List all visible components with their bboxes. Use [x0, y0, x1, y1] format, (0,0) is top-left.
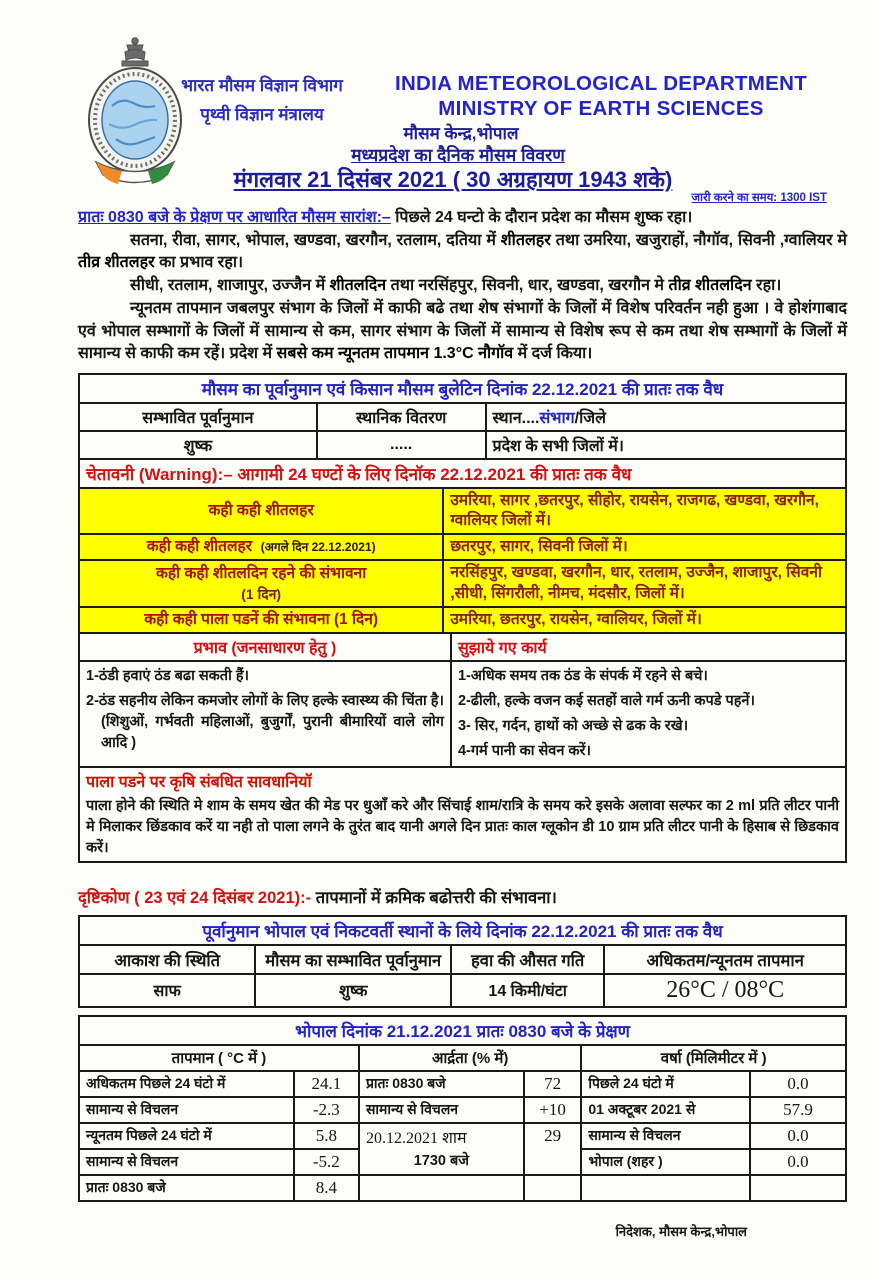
division-term: संभाग [539, 410, 575, 428]
warning-title: चेतावनी (Warning):– आगामी 24 घण्टों के लिए दिनॉक 22.12.2021 की प्रातः तक वैध [79, 459, 846, 488]
bulletin-title: मध्यप्रदेश का दैनिक मौसम विवरण [351, 145, 565, 165]
city-forecast-title: पूर्वानुमान भोपाल एवं निकटवर्ती स्थानों के लिये दिनांक 22.12.2021 की प्रातः तक वैध [79, 916, 846, 945]
temp-label: अधिकतम पिछले 24 घंटो में [79, 1071, 294, 1097]
masthead [0, 0, 873, 203]
text-run: न्यूनतम तापमान जबलपुर संभाग के जिलों में काफी बढे तथा शेष संभागों के जिलों में विशेष परिवर्तन नही हुआ । वे होशंगाबाद एवं भोपाल सम्भागों के जिलों में सामान्य से कम, सागर संभाग के जिलों में सामान्य से विशेष रूप से कम तथा शेष सम्भागों के जिलों में सामान्य से काफी कम रहें। प्रदेश में [78, 299, 847, 363]
forecast-table-title: मौसम का पूर्वानुमान एवं किसान मौसम बुलेटिन दिनांक 22.12.2021 की प्रातः तक वैध [79, 374, 846, 403]
rain-label-empty [581, 1175, 750, 1201]
severe-coldwave-term: तीव्र शीतलहर [78, 254, 155, 272]
impact-body-row [79, 661, 846, 767]
forecast-table [78, 373, 847, 460]
humidity-label: प्रातः 0830 बजे [359, 1071, 524, 1097]
warning-note: (1 दिन) [241, 585, 282, 602]
summary-paragraph-1 [78, 207, 847, 230]
forecast-col2-header: स्थानिक वितरण [317, 403, 486, 431]
temp-value: -5.2 [294, 1149, 359, 1175]
humidity-value-empty [524, 1175, 582, 1201]
warning-row [79, 560, 846, 606]
forecast-value-2: ..... [317, 431, 486, 459]
warning-type [79, 534, 443, 560]
action-item: 3- सिर, गर्दन, हाथों को अच्छे से ढक के रखे। [457, 717, 689, 734]
text-run: स्थान.... [492, 410, 540, 428]
centre-name: मौसम केन्द्र,भोपाल [403, 124, 519, 143]
impact-header: प्रभाव (जनसाधारण हेतु ) [79, 633, 451, 661]
warning-title-row [79, 459, 846, 488]
frost-precautions-text: पाला होने की स्थिति मे शाम के समय खेत की मेड पर धुऑं करे और सिंचाई शाम/रात्रि के समय करे इसके अलावा सल्फर का 2 ml प्रति लीटर पानी मे मिलाकर छिंडकाव करें या नही तो पाला लगने के तुरंत बाद यानी अगले दिन प्रातः काल ग्लूकोन डी 10 ग्राम प्रति लीटर पानी के हिसाब से छिडकाव करें। [79, 794, 846, 862]
evening-obs-time: 1730 बजे [413, 1152, 470, 1169]
warning-row [79, 534, 846, 560]
forecast-header-row [79, 403, 846, 431]
city-forecast-table [78, 915, 847, 1008]
observations-row [79, 1175, 846, 1201]
impact-header-row [79, 633, 846, 661]
warning-row [79, 488, 846, 534]
text-run: तथा उमरिया, खजुराहों, नौगॉव, सिवनी ,ग्वालियर मे [550, 231, 847, 249]
temp-value: 8.4 [294, 1175, 359, 1201]
temperature-group-header: तापमान ( °C में ) [79, 1045, 359, 1071]
outlook-text: तापमानों में क्रमिक बढोत्तरी की संभावना। [311, 888, 557, 907]
text-run: पिछले 24 घन्टो के दौरान प्रदेश का मौसम शुष्क रहा। [390, 209, 693, 226]
temp-value: -2.3 [294, 1097, 359, 1123]
warning-districts: उमरिया, छतरपुर, रायसेन, ग्वालियर, जिलों में। [443, 607, 846, 633]
sky-condition-header: आकाश की स्थिति [79, 945, 255, 974]
frost-header-row [79, 767, 846, 794]
wind-speed-value: 14 किमी/घंटा [451, 974, 604, 1007]
suggested-actions-list [451, 661, 846, 767]
org-name-line1: भारत मौसम विज्ञान विभाग [181, 76, 343, 95]
org-name-line2: पृथ्वी विज्ञान मंत्रालय [200, 104, 324, 124]
dept-title-line1: INDIA METEOROLOGICAL DEPARTMENT [394, 72, 808, 95]
summary-paragraph-3 [78, 275, 847, 298]
rain-value: 0.0 [750, 1071, 846, 1097]
rain-value: 57.9 [750, 1097, 846, 1123]
warning-table [78, 458, 847, 634]
wind-speed-header: हवा की औसत गति [451, 945, 604, 974]
forecast-col3-header [486, 403, 847, 431]
observations-section [78, 1015, 847, 1202]
forecast-value-3: प्रदेश के सभी जिलों में। [486, 431, 847, 459]
temp-label: न्यूनतम पिछले 24 घंटो में [79, 1123, 294, 1149]
frost-precautions-header: पाला पडने पर कृषि संबधित सावधानियॉ [79, 767, 846, 794]
warning-type [79, 560, 443, 606]
forecast-col1-header: सम्भावित पूर्वानुमान [79, 403, 317, 431]
text-run: सीधी, रतलाम, शाजापुर, उज्जैन में [130, 277, 330, 295]
coldday-term: शीतलदिन [329, 277, 387, 295]
rain-value: 0.0 [750, 1123, 846, 1149]
impact-item: 2-ठंड सहनीय लेकिन कमजोर लोगों के लिए हल्के स्वास्थ्य की चिंता है। (शिशुओं, गर्भवती महिलाओं, बुजुर्गों, पुरानी बीमारियों वाले लोग आदि ) [86, 692, 444, 751]
city-forecast-title-row [79, 916, 846, 945]
outlook-line [78, 885, 847, 908]
rain-label: सामान्य से विचलन [581, 1123, 750, 1149]
weather-summary-section [0, 203, 873, 366]
bulletin-date: मंगलवार 21 दिसंबर 2021 ( 30 अग्रहायण 1943 शके) [233, 167, 673, 192]
text-run: का प्रभाव रहा। [154, 254, 244, 272]
text-run: में दर्ज किया। [513, 345, 593, 363]
city-forecast-section [78, 915, 847, 1008]
warning-row [79, 607, 846, 633]
summary-heading: प्रातः 0830 बजे के प्रेक्षण पर आधारित मौसम सारांश:– [78, 209, 391, 226]
text-run: तथा नरसिंहपुर, सिवनी, धार, खण्डवा, खरगौन मे [386, 277, 669, 295]
weather-forecast-header: मौसम का सम्भावित पूर्वानुमान [255, 945, 451, 974]
rainfall-group-header: वर्षा (मिलिमीटर में ) [581, 1045, 846, 1071]
humidity-value: 72 [524, 1071, 582, 1097]
observations-row [79, 1071, 846, 1097]
observations-group-header-row [79, 1045, 846, 1071]
outlook-heading: दृष्टिकोण ( 23 एवं 24 दिसंबर 2021):- [78, 888, 312, 907]
weather-forecast-value: शुष्क [255, 974, 451, 1007]
humidity-evening-value: 29 [524, 1123, 582, 1175]
text-run: रहा। [751, 277, 782, 295]
observations-title: भोपाल दिनांक 21.12.2021 प्रातः 0830 बजे के प्रेक्षण [79, 1016, 846, 1045]
severe-coldday-term: तीव्र शीतलदिन [668, 277, 752, 295]
city-forecast-header-row [79, 945, 846, 974]
coldwave-term: शीतलहर [500, 231, 551, 249]
temp-label: प्रातः 0830 बजे [79, 1175, 294, 1201]
department-title-english [372, 71, 830, 121]
action-item: 1-अधिक समय तक ठंड के संपर्क में रहने से बचे। [457, 667, 708, 684]
forecast-title-row [79, 374, 846, 403]
city-forecast-value-row [79, 974, 846, 1007]
humidity-label: सामान्य से विचलन [359, 1097, 524, 1123]
signature-line: निदेशक, मौसम केन्द्र,भोपाल [615, 1223, 747, 1239]
rain-label: पिछले 24 घंटो में [581, 1071, 750, 1097]
warning-districts: छतरपुर, सागर, सिवनी जिलों में। [443, 534, 846, 560]
humidity-label-empty [359, 1175, 524, 1201]
text-run: सतना, रीवा, सागर, भोपाल, खण्डवा, खरगौन, रतलाम, दतिया में [130, 231, 501, 249]
forecast-value-row [79, 431, 846, 459]
text-run: कही कही शीतलहर [146, 538, 253, 556]
forecast-value-1: शुष्क [79, 431, 317, 459]
rain-label: 01 अक्टूबर 2021 से [581, 1097, 750, 1123]
humidity-evening-obs-label [359, 1123, 524, 1175]
sky-condition-value: साफ [79, 974, 255, 1007]
text-run: कही कही शीतलदिन रहने की संभावना [156, 565, 367, 583]
frost-body-row [79, 794, 846, 862]
issue-time: जारी करने का समय: 1300 IST [691, 192, 827, 204]
temp-label: सामान्य से विचलन [79, 1097, 294, 1123]
lowest-min-temp: सबसे कम न्यूनतम तापमान 1.3°C नौगॉव [276, 345, 514, 363]
text-run: /जिले [574, 410, 606, 428]
observations-table [78, 1015, 847, 1202]
max-min-temp-value: 26°C / 08°C [604, 974, 846, 1007]
impact-item: 1-ठंडी हवाएं ठंड बढा सकती हैं। [86, 667, 250, 684]
warning-note: (अगले दिन 22.12.2021) [260, 540, 376, 555]
humidity-group-header: आर्द्रता (% में) [359, 1045, 581, 1071]
observations-title-row [79, 1016, 846, 1045]
action-item: 2-ढीली, हल्के वजन कई सतहों वाले गर्म ऊनी कपडे पहनें। [457, 692, 755, 709]
impact-table [78, 632, 847, 768]
warning-districts: नरसिंहपुर, खण्डवा, खरगौन, धार, रतलाम, उज्जैन, शाजापुर, सिवनी ,सीधी, सिंगरौली, नीमच, मंदसौर, जिलों में। [443, 560, 846, 606]
temp-label: सामान्य से विचलन [79, 1149, 294, 1175]
rain-label: भोपाल (शहर ) [581, 1149, 750, 1175]
evening-obs-date: 20.12.2021 शाम [365, 1129, 467, 1147]
rain-value-empty [750, 1175, 846, 1201]
warning-type: कही कही पाला पडनें की संभावना (1 दिन) [79, 607, 443, 633]
warning-districts: उमरिया, सागर ,छतरपुर, सीहोर, रायसेन, राजगढ, खण्डवा, खरगौन, ग्वालियर जिलों में। [443, 488, 846, 534]
max-min-temp-header: अधिकतम/न्यूनतम तापमान [604, 945, 846, 974]
summary-paragraph-4 [78, 298, 847, 366]
observations-row [79, 1123, 846, 1149]
observations-row [79, 1097, 846, 1123]
suggested-actions-header: सुझाये गए कार्य [451, 633, 846, 661]
temp-value: 5.8 [294, 1123, 359, 1149]
summary-paragraph-2 [78, 230, 847, 275]
warning-type: कही कही शीतलहर [79, 488, 443, 534]
tables-section [78, 373, 847, 863]
impact-list [79, 661, 451, 767]
humidity-value: +10 [524, 1097, 582, 1123]
temp-value: 24.1 [294, 1071, 359, 1097]
rain-value: 0.0 [750, 1149, 846, 1175]
action-item: 4-गर्म पानी का सेवन करें। [457, 742, 591, 759]
frost-precautions-box [78, 766, 847, 863]
dept-title-line2: MINISTRY OF EARTH SCIENCES [438, 97, 764, 120]
